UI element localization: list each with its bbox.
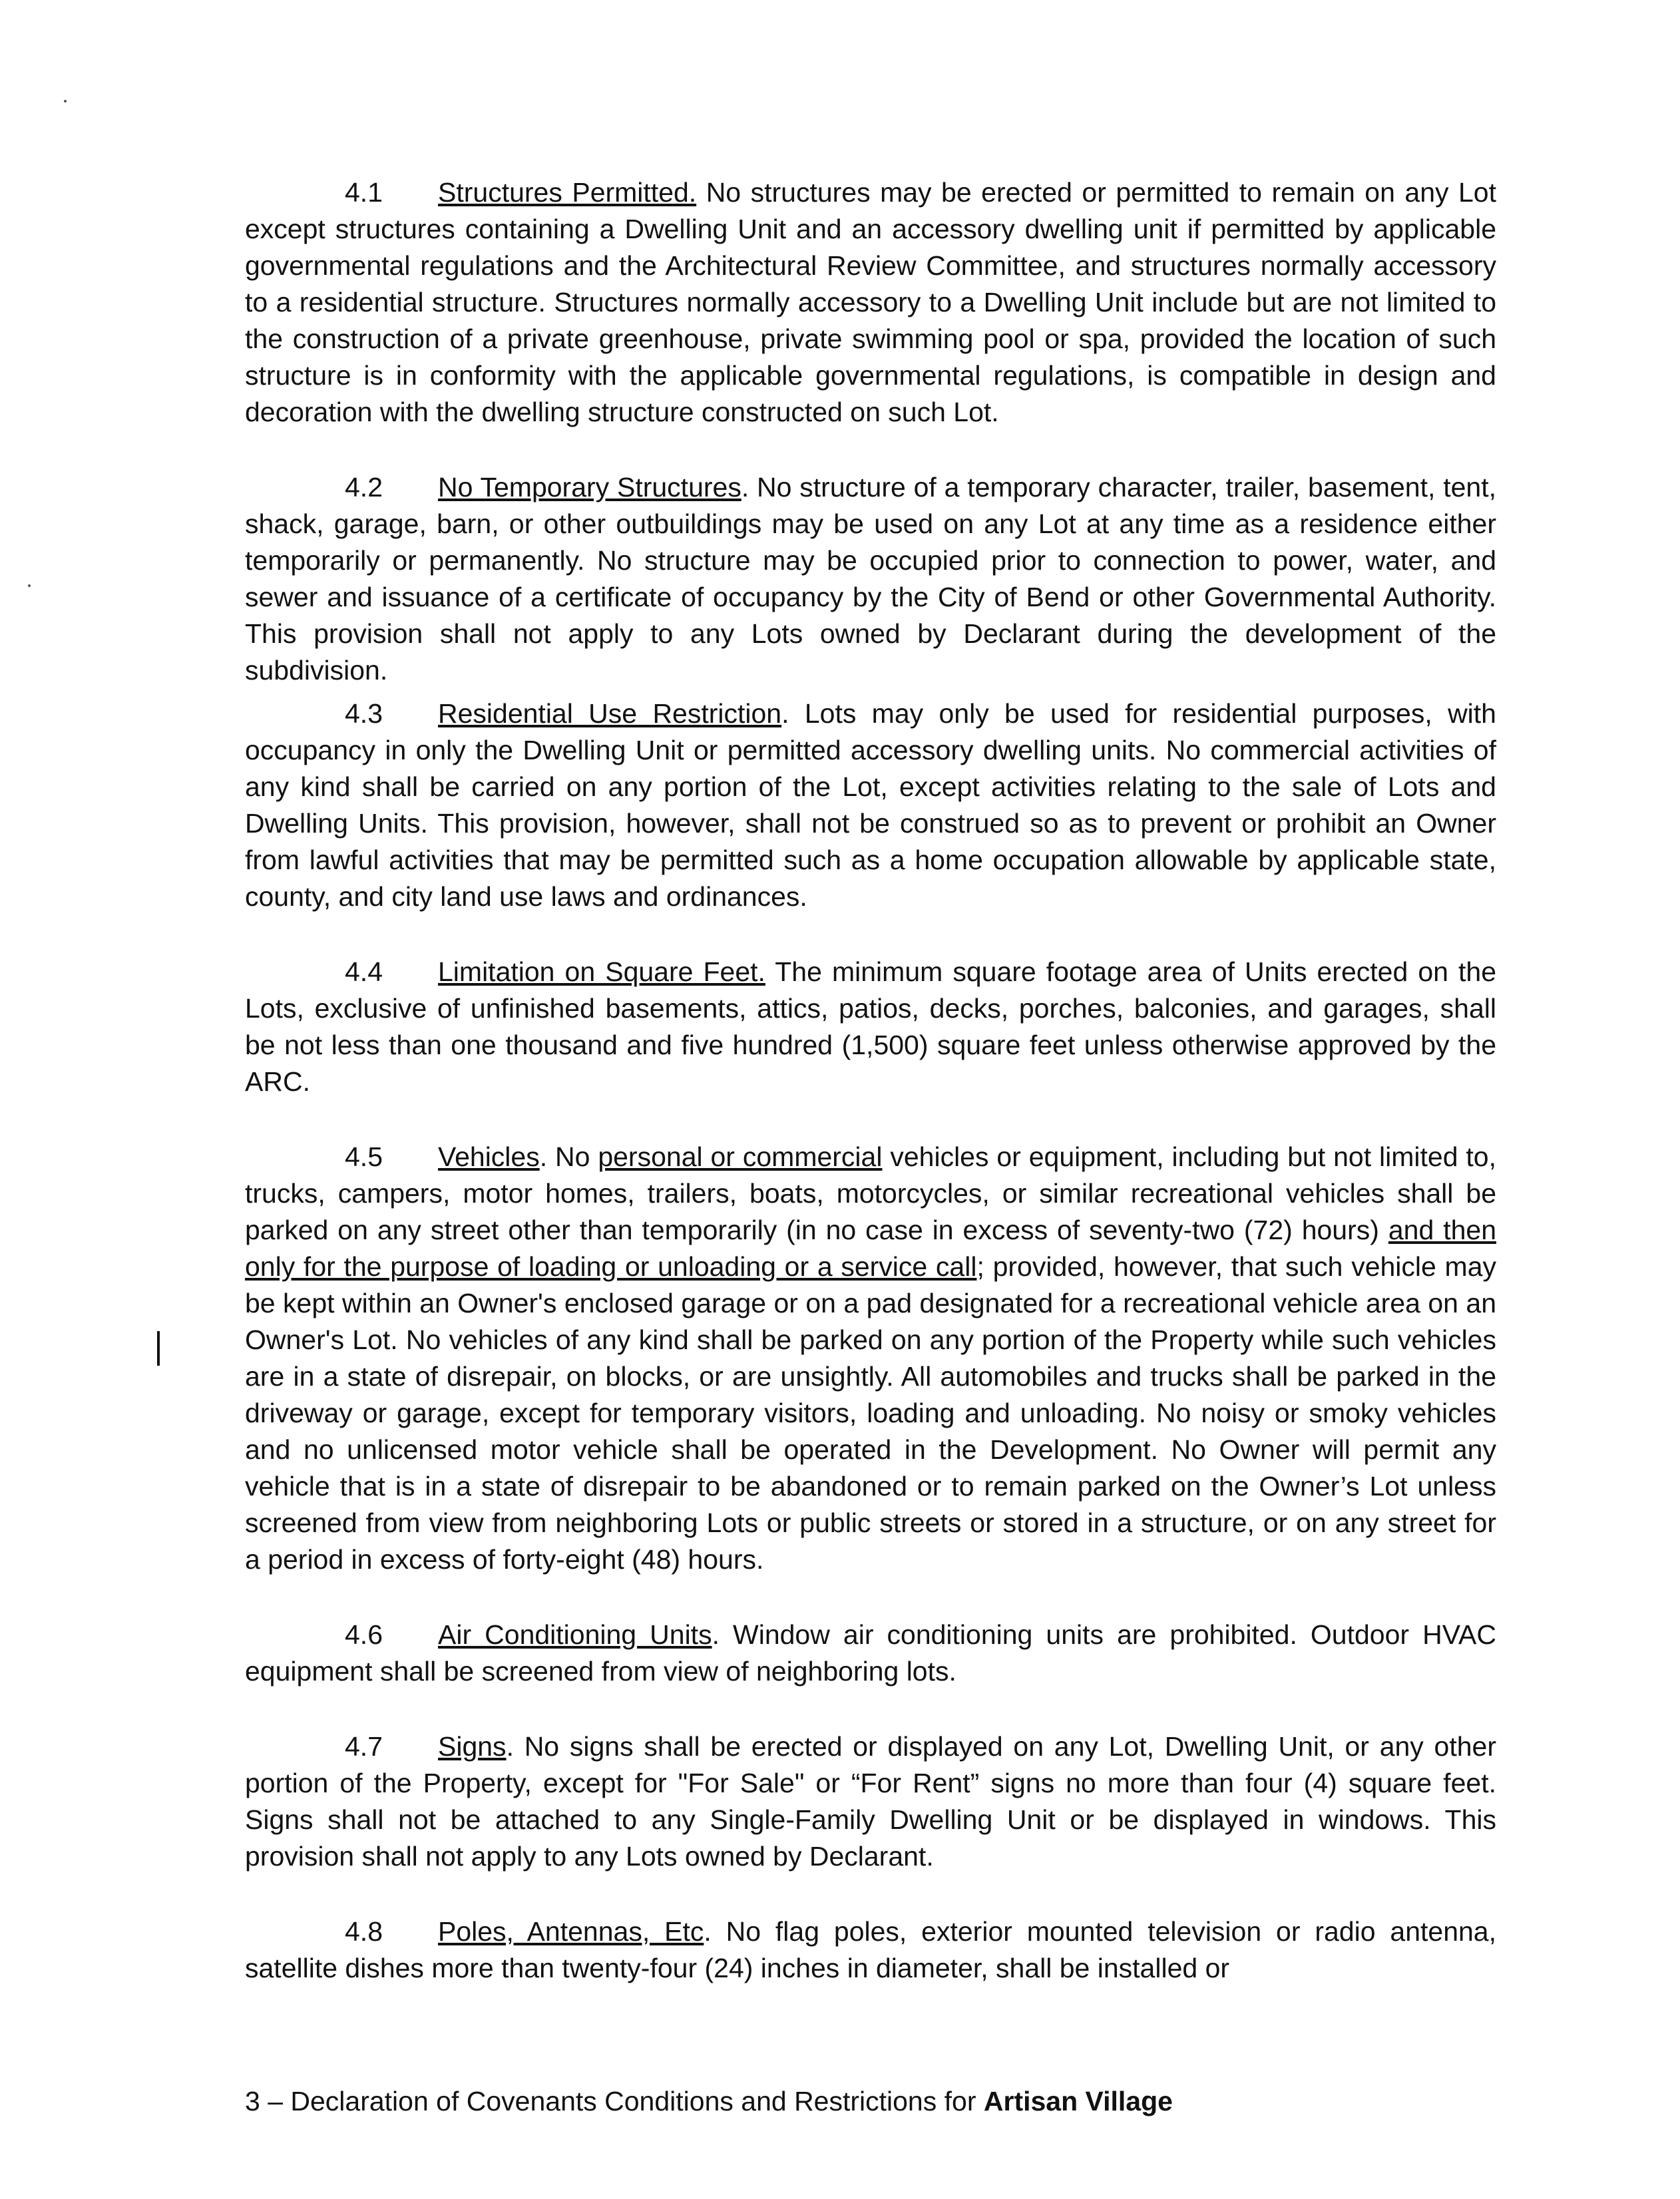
section-number: 4.6 xyxy=(345,1619,383,1650)
footer-prefix: 3 – Declaration of Covenants Conditions and Restrictions for xyxy=(245,2086,984,2116)
section-title: Residential Use Restriction xyxy=(438,698,782,729)
page-footer xyxy=(245,2083,1173,2120)
section-number: 4.3 xyxy=(345,698,383,729)
section-4-2 xyxy=(245,469,1496,689)
section-number: 4.5 xyxy=(345,1141,383,1172)
section-text: ; provided, however, that such vehicle may be kept within an Owner's enclosed garage or on a pad designated for a recreational vehicle area on an Owner's Lot. No vehicles of any kind shall be parked on any portion of the Property while such vehicles are in a state of disrepair, on blocks, or are unsightly. All automobiles and trucks shall be parked in the driveway or garage, except for temporary visitors, loading and unloading. No noisy or smoky vehicles and no unlicensed motor vehicle shall be operated in the Development. No Owner will permit any vehicle that is in a state of disrepair to be abandoned or to remain parked on the Owner’s Lot unless screened from view from neighboring Lots or public streets or stored in a structure, or on any street for a period in excess of forty-eight (48) hours. xyxy=(245,1251,1496,1575)
section-title: No Temporary Structures xyxy=(438,472,741,502)
section-title: Air Conditioning Units xyxy=(438,1619,712,1650)
section-text: . No structure of a temporary character, trailer, basement, tent, shack, garage, barn, or other outbuildings may be used on any Lot at any time as a residence either temporarily or permanently. No structure may be occupied prior to connection to power, water, and sewer and issuance of a certificate of occupancy by the City of Bend or other Governmental Authority. This provision shall not apply to any Lots owned by Declarant during the development of the subdivision. xyxy=(245,472,1496,686)
section-number: 4.1 xyxy=(345,177,383,208)
section-title: Poles, Antennas, Etc xyxy=(438,1916,704,1947)
scan-speck xyxy=(64,100,67,102)
scan-speck xyxy=(28,584,31,587)
section-text: vehicles or equipment, including but not limited to, trucks, campers, motor homes, trailers, boats, motorcycles, or similar recreational vehicles shall be parked on any street other than temporarily (in no case in excess of seventy-two (72) hours) xyxy=(245,1141,1496,1245)
section-title: Limitation on Square Feet. xyxy=(438,956,765,987)
footer-project-name: Artisan Village xyxy=(983,2086,1173,2116)
section-title: Signs xyxy=(438,1731,507,1762)
section-4-4 xyxy=(245,954,1496,1100)
document-body xyxy=(245,174,1496,1987)
section-4-5 xyxy=(245,1139,1496,1578)
section-text: . No flag poles, exterior mounted television or radio antenna, satellite dishes more than twenty-four (24) inches in diameter, shall be installed or xyxy=(245,1916,1497,1983)
section-number: 4.7 xyxy=(345,1731,383,1762)
section-text: . Lots may only be used for residential purposes, with occupancy in only the Dwelling Unit or permitted accessory dwelling units. No commercial activities of any kind shall be carried on any portion of the Lot, except activities relating to the sale of Lots and Dwelling Units. This provision, however, shall not be construed so as to prevent or prohibit an Owner from lawful activities that may be permitted such as a home occupation allowable by applicable state, county, and city land use laws and ordinances. xyxy=(245,698,1496,912)
section-text: . No xyxy=(539,1141,598,1172)
section-number: 4.4 xyxy=(345,956,383,987)
section-text: The minimum square footage area of Units erected on the Lots, exclusive of unfinished basements, attics, patios, decks, porches, balconies, and garages, shall be not less than one thousand and five hundred (1,500) square feet unless otherwise approved by the ARC. xyxy=(245,956,1497,1097)
section-4-7 xyxy=(245,1728,1496,1875)
section-4-1 xyxy=(245,174,1496,431)
revision-bar xyxy=(157,1331,160,1366)
underlined-phrase: and then only for the purpose of loading or unloading or a service call xyxy=(245,1215,1496,1282)
section-4-6 xyxy=(245,1617,1496,1690)
section-number: 4.8 xyxy=(345,1916,383,1947)
section-number: 4.2 xyxy=(345,472,383,502)
section-4-8 xyxy=(245,1913,1496,1987)
section-title: Structures Permitted. xyxy=(438,177,697,208)
section-title: Vehicles xyxy=(438,1141,540,1172)
section-text: . Window air conditioning units are prohibited. Outdoor HVAC equipment shall be screened from view of neighboring lots. xyxy=(245,1619,1496,1687)
underlined-phrase: personal or commercial xyxy=(598,1141,883,1172)
section-text: . No signs shall be erected or displayed on any Lot, Dwelling Unit, or any other portion of the Property, except for "For Sale" or “For Rent” signs no more than four (4) square feet. Signs shall not be attached to any Single-Family Dwelling Unit or be displayed in windows. This provision shall not apply to any Lots owned by Declarant. xyxy=(245,1731,1496,1872)
section-4-3 xyxy=(245,696,1496,915)
section-text: No structures may be erected or permitted to remain on any Lot except structures containing a Dwelling Unit and an accessory dwelling unit if permitted by applicable governmental regulations and the Architectural Review Committee, and structures normally accessory to a residential structure. Structures normally accessory to a Dwelling Unit include but are not limited to the construction of a private greenhouse, private swimming pool or spa, provided the location of such structure is in conformity with the applicable governmental regulations, is compatible in design and decoration with the dwelling structure constructed on such Lot. xyxy=(245,177,1496,427)
